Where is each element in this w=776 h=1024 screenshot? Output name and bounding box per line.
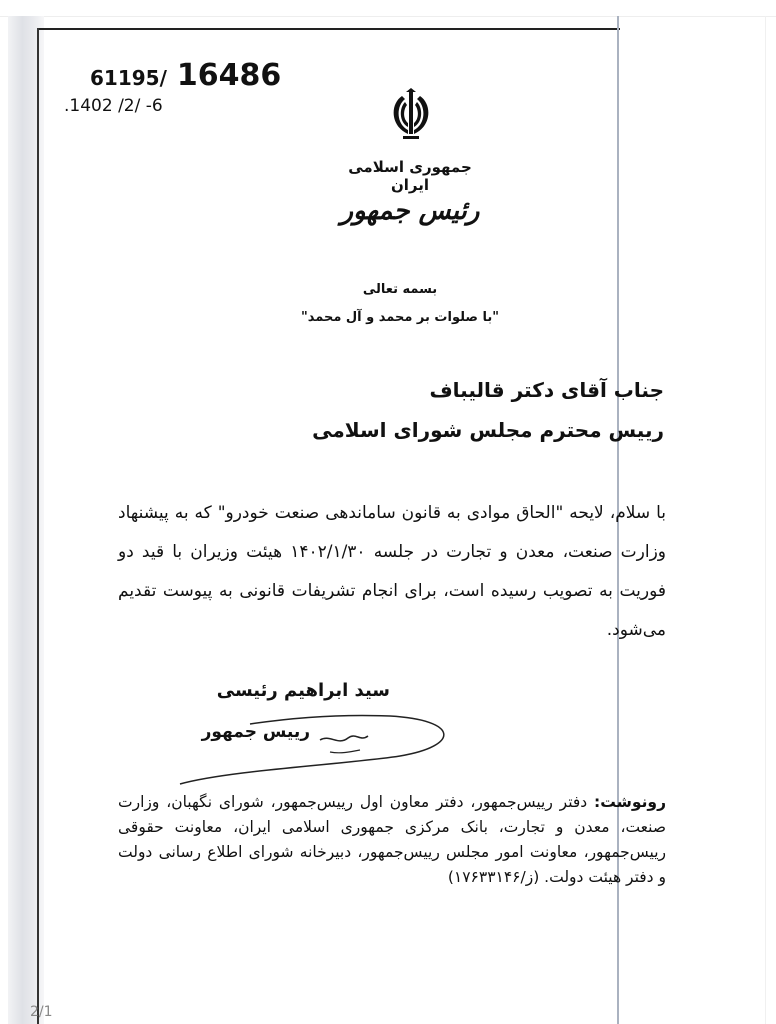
- cc-list: [118, 790, 666, 890]
- page-frame-top-border: [37, 28, 620, 30]
- reference-number-prefix: 61195/: [90, 66, 167, 90]
- iran-emblem-icon: [388, 88, 434, 144]
- addressee-title: رییس محترم مجلس شورای اسلامی: [312, 418, 664, 442]
- reference-date: .1402 /2/ -6: [64, 96, 163, 116]
- page-right-edge: [765, 16, 766, 1024]
- invocation-line: بسمه تعالی: [362, 282, 438, 297]
- cc-label: رونوشت:: [594, 793, 666, 811]
- salawat-line: "با صلوات بر محمد و آل محمد": [300, 310, 500, 325]
- header-office: رئیس جمهور: [340, 196, 480, 226]
- addressee: [312, 370, 664, 450]
- reference-number-main: 16486: [176, 58, 282, 93]
- addressee-name: جناب آقای دکتر قالیباف: [429, 378, 664, 402]
- page-frame-left-border: [37, 28, 39, 1024]
- handwritten-signature-icon: [170, 700, 450, 790]
- signer-name: سید ابراهیم رئیسی: [216, 680, 390, 701]
- reference-number: [90, 58, 281, 93]
- cc-recipients: دفتر رییس‌جمهور، دفتر معاون اول رییس‌جمهور، شورای نگهبان، وزارت صنعت، معدن و تجارت، بانک مرکزی جمهوری اسلامی ایران، معاونت حقوقی رییس‌جمهور، معاونت امور مجلس رییس‌جمهور، دبیرخانه شورای اطلاع رسانی دولت و دفتر هیئت دولت. (ز/۱۷۶۳۳۱۴۶): [118, 793, 666, 886]
- scan-top-margin: [0, 0, 776, 17]
- page-number: 2/1: [30, 1004, 53, 1020]
- letter-body: با سلام، لایحه "الحاق موادی به قانون ساماندهی صنعت خودرو" که به پیشنهاد وزارت صنعت، معدن و تجارت در جلسه ۱۴۰۲/۱/۳۰ هیئت وزیران با قید دو فوریت به تصویب رسیده است، برای انجام تشریفات قانونی به پیوست تقدیم می‌شود.: [118, 503, 666, 640]
- signer-title: رییس جمهور: [201, 722, 310, 742]
- header-country: جمهوری اسلامی ایران: [348, 158, 472, 194]
